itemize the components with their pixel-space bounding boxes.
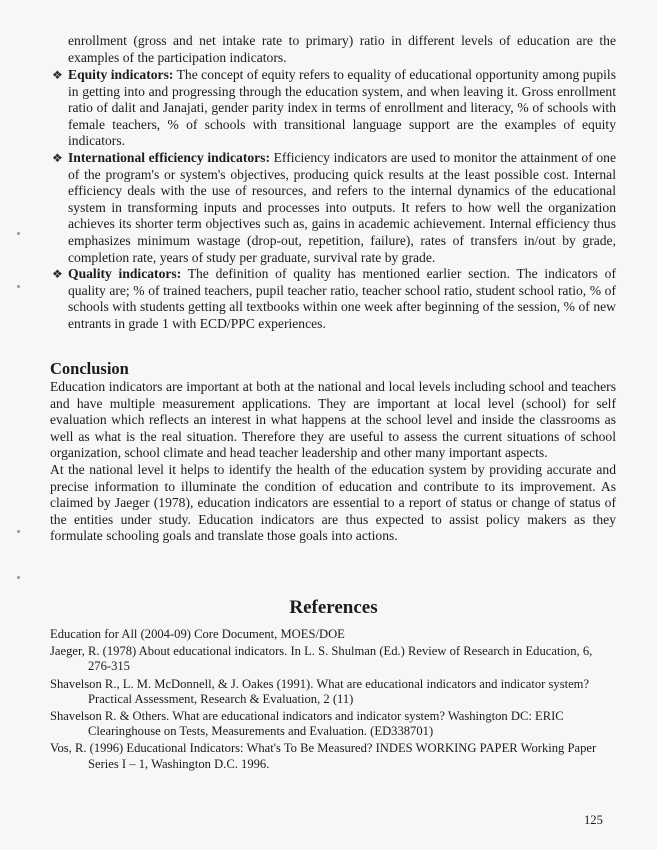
conclusion-heading: Conclusion [50,359,129,378]
bullet-term: Equity indicators: [68,67,174,82]
bullet-term: Quality indicators: [68,266,182,282]
bullet-term: International efficiency indicators: [68,149,271,165]
bullet-quality-indicators [52,266,616,332]
indicator-list [52,67,616,333]
bullet-efficiency-indicators [52,150,616,266]
reference-item: Jaeger, R. (1978) About educational indicators. In L. S. Shulman (Ed.) Review of Research in Education, 6, 276-315 [50,644,593,674]
references-heading: References [289,597,378,618]
diamond-bullet-icon: ❖ [52,68,63,82]
intro-paragraph: enrollment (gross and net intake rate to primary) ratio in different levels of education are the examples of the participation indicators. [68,33,616,65]
scan-speck [17,530,20,533]
diamond-bullet-icon: ❖ [52,150,63,165]
bullet-text: The concept of equity refers to equality of educational opportunity among pupils in getting into and progressing through the education system, and when leaving it. Gross enrollment ratio of dalit and Janajati, gender parity index in terms of enrollment and literacy, % of schools with female teachers, % of schools with transitional language support are the examples of equity indicators. [68,67,616,149]
references-list [50,627,616,774]
conclusion-paragraph: At the national level it helps to identify the health of the education system by providing accurate and precise information to illuminate the condition of education and contribute to its improvement. As claimed by Jaeger (1978), education indicators are essential to a report of status or change of status of the entities under study. Education indicators are thus expected to assist policy makers as they formulate schooling goals and translate those goals into actions. [50,461,616,544]
reference-item: Shavelson R. & Others. What are educational indicators and indicator system? Washington DC: ERIC Clearinghouse on Tests, Measurements and Evaluation. (ED338701) [50,709,564,739]
bullet-text: Efficiency indicators are used to monitor the attainment of one of the program's or system's objectives, producing quick results at the least possible cost. Internal efficiency deals with the use of resources, and refers to the internal dynamics of the educational system in transforming inputs and processes into outputs. It refers to how well the organization achieves its shorter term objectives such as, gains in academic achievement. Internal efficiency thus emphasizes minimum wastage (drop-out, repetition, failure), rates of transfers in/out by grade, completion rate, years of study per graduate, survival rate by grade. [68,149,616,265]
page-number: 125 [584,813,603,827]
bullet-equity-indicators [52,67,616,150]
reference-item: Education for All (2004-09) Core Document, MOES/DOE [50,627,345,641]
diamond-bullet-icon: ❖ [52,267,63,282]
reference-item: Shavelson R., L. M. McDonnell, & J. Oakes (1991). What are educational indicators and indicator system? Practical Assessment, Research & Evaluation, 2 (11) [50,676,590,706]
scan-speck [17,232,20,235]
conclusion-paragraph: Education indicators are important at both at the national and local levels including school and teachers and have multiple measurement applications. They are important at local level (school) for self evaluation which reflects an interest in what happens at the school level and inside the classrooms as well as what is the real situation. Therefore they are useful to assess the current situations of school organization, school climate and head teacher leadership and other many important aspects. [50,379,616,461]
conclusion-section [50,379,616,545]
scan-speck [17,576,20,579]
scan-speck [17,285,20,288]
reference-item: Vos, R. (1996) Educational Indicators: What's To Be Measured? INDES WORKING PAPER Working Paper Series I – 1, Washington D.C. 1996. [50,741,597,771]
bullet-text: The definition of quality has mentioned earlier section. The indicators of quality are; % of trained teachers, pupil teacher ratio, teacher school ratio, student school ratio, % of schools with students getting all textbooks within one week after beginning of the session, % of new entrants in grade 1 with ECD/PPC experiences. [68,266,616,331]
